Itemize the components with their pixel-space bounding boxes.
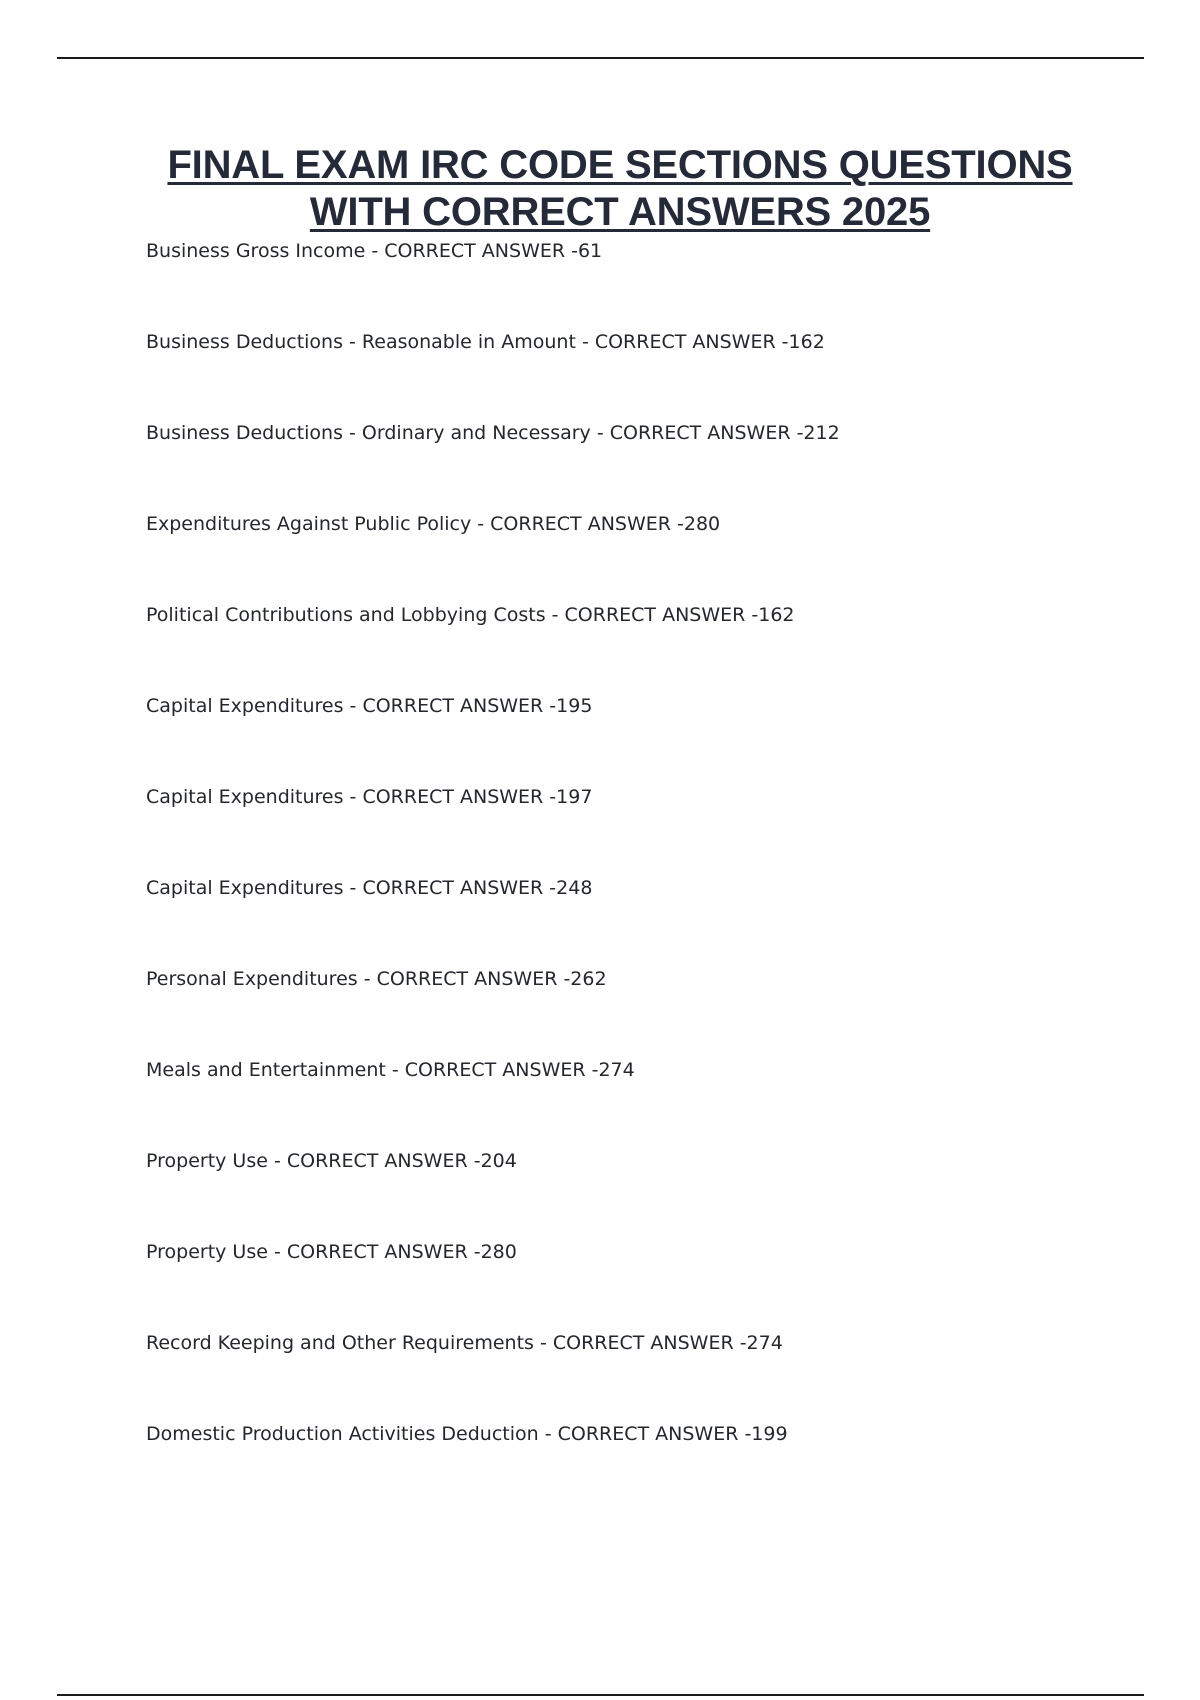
list-item: Domestic Production Activities Deduction - CORRECT ANSWER -199 — [146, 1423, 788, 1445]
list-item: Expenditures Against Public Policy - CORRECT ANSWER -280 — [146, 513, 721, 535]
list-item: Business Gross Income - CORRECT ANSWER -61 — [146, 240, 603, 262]
list-item: Capital Expenditures - CORRECT ANSWER -197 — [146, 786, 593, 808]
list-item: Political Contributions and Lobbying Costs - CORRECT ANSWER -162 — [146, 604, 795, 626]
list-item: Property Use - CORRECT ANSWER -204 — [146, 1150, 517, 1172]
list-item: Property Use - CORRECT ANSWER -280 — [146, 1241, 517, 1263]
document-title — [100, 142, 1140, 236]
bottom-divider — [57, 1694, 1144, 1696]
list-item: Capital Expenditures - CORRECT ANSWER -248 — [146, 877, 593, 899]
list-item: Business Deductions - Reasonable in Amount - CORRECT ANSWER -162 — [146, 331, 825, 353]
question-answer-list — [146, 237, 840, 1511]
title-line-2: WITH CORRECT ANSWERS 2025 — [309, 190, 931, 234]
title-line-1: FINAL EXAM IRC CODE SECTIONS QUESTIONS — [167, 143, 1073, 187]
list-item: Meals and Entertainment - CORRECT ANSWER -274 — [146, 1059, 635, 1081]
list-item: Business Deductions - Ordinary and Necessary - CORRECT ANSWER -212 — [146, 422, 840, 444]
list-item: Record Keeping and Other Requirements - CORRECT ANSWER -274 — [146, 1332, 783, 1354]
top-divider — [57, 57, 1144, 59]
list-item: Personal Expenditures - CORRECT ANSWER -262 — [146, 968, 607, 990]
list-item: Capital Expenditures - CORRECT ANSWER -195 — [146, 695, 593, 717]
